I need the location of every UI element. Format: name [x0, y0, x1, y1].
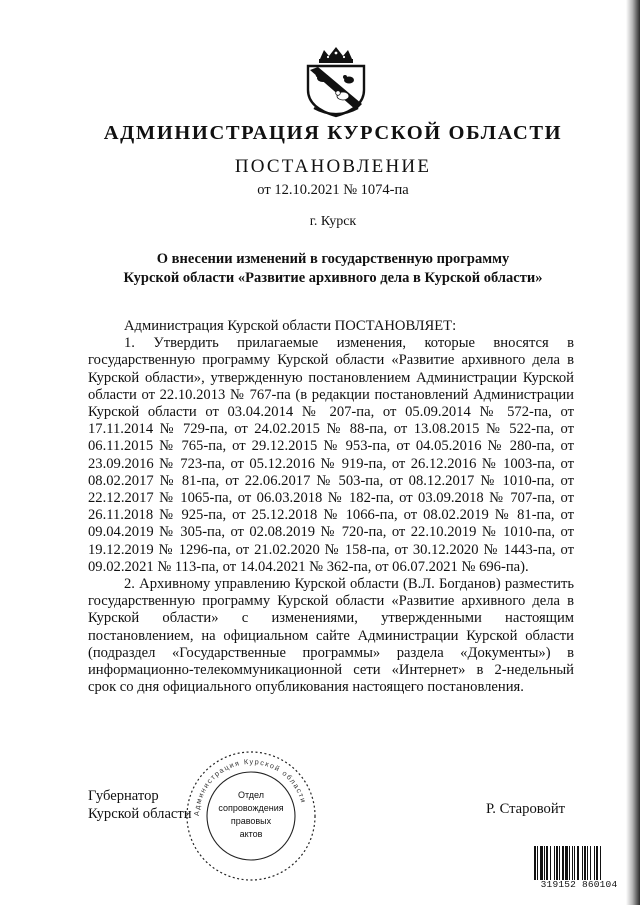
- barcode-bar: [554, 846, 555, 880]
- subject-line-1: О внесении изменений в государственную программу: [156, 251, 510, 267]
- signer-position-line-2: Курской области: [88, 805, 192, 822]
- document-type: ПОСТАНОВЛЕНИЕ: [234, 156, 432, 177]
- barcode-bar: [569, 846, 570, 880]
- barcode-bar: [537, 846, 538, 880]
- barcode-bar: [590, 846, 591, 880]
- barcode-bar: [577, 846, 579, 880]
- barcode-bar: [587, 846, 588, 880]
- barcode-bar: [550, 846, 551, 880]
- barcode-bar: [582, 846, 583, 880]
- stamp-ring-text: Администрация Курской области: [191, 756, 309, 817]
- stamp-line-3: правовых: [230, 816, 272, 826]
- signer-position: [88, 788, 192, 823]
- document-body: [88, 318, 574, 696]
- stamp-line-4: актов: [239, 829, 263, 839]
- barcode-bar: [572, 846, 573, 880]
- document-subject: [86, 250, 580, 288]
- coat-of-arms-emblem: [300, 44, 372, 118]
- barcode-bar: [584, 846, 586, 880]
- barcode-bar: [546, 846, 548, 880]
- body-paragraph-1: 1. Утвердить прилагаемые изменения, которые вносятся в государственную программу Курской области «Развитие архивного дела в Курской области», утвержденную постановлением Администрации Курской области от 22.10.2013 № 767-па (в редакции постановлений Администрации Курской области от 03.04.2014 № 207-па, от 05.09.2014 № 572-па, от 17.11.2014 № 729-па, от 24.02.2015 № 88-па, от 13.08.2015 № 522-па, от 06.11.2015 № 765-па, от 29.12.2015 № 953-па, от 04.05.2016 № 280-па, от 23.09.2016 № 723-па, от 05.12.2016 № 919-па, от 26.12.2016 № 1003-па, от 08.02.2017 № 81-па, от 22.06.2017 № 503-па, от 08.12.2017 № 1010-па, от 22.12.2017 № 1065-па, от 06.03.2018 № 182-па, от 03.09.2018 № 707-па, от 26.11.2018 № 925-па, от 25.12.2018 № 1066-па, от 08.02.2019 № 81-па, от 09.04.2019 № 305-па, от 02.08.2019 № 720-па, от 22.10.2019 № 1010-па, от 19.12.2019 № 1296-па, от 21.02.2020 № 158-па, от 30.12.2020 № 1443-па, от 09.02.2021 № 113-па, от 14.04.2021 № 362-па, от 06.07.2021 № 696-па).: [88, 335, 574, 575]
- barcode-bar: [574, 846, 575, 880]
- body-intro: Администрация Курской области ПОСТАНОВЛЯЕТ:: [124, 318, 457, 334]
- subject-line-2: Курской области «Развитие архивного дела в Курской области»: [123, 270, 543, 286]
- document-city: г. Курск: [309, 214, 357, 229]
- barcode-bar: [600, 846, 601, 880]
- signer-name: Р. Старовойт: [486, 801, 566, 817]
- barcode-bar: [534, 846, 536, 880]
- barcode-bar: [556, 846, 558, 880]
- barcode-number: 319152 860104: [540, 879, 618, 890]
- barcode-bar: [540, 846, 543, 880]
- organization-title: АДМИНИСТРАЦИЯ КУРСКОЙ ОБЛАСТИ: [103, 122, 563, 144]
- official-stamp: [183, 748, 319, 884]
- signer-position-line-1: Губернатор: [88, 788, 159, 804]
- stamp-line-1: Отдел: [237, 790, 265, 800]
- stamp-line-2: сопровождения: [218, 803, 284, 813]
- barcode-bar: [544, 846, 545, 880]
- barcode-bar: [596, 846, 598, 880]
- body-paragraph-2: 2. Архивному управлению Курской области (В.Л. Богданов) разместить государственную программу Курской области «Развитие архивного дела в Курской области» с изменениями, утвержденными настоящим постановлением, на официальном сайте Администрации Курской области (подраздел «Государственные программы» раздела «Документы») в информационно-телекоммуникационной сети «Интернет» в 2-недельный срок со дня официального опубликования настоящего постановления.: [88, 576, 574, 696]
- barcode-graphic: [533, 846, 625, 882]
- barcode-bar: [594, 846, 595, 880]
- barcode-bar: [565, 846, 568, 880]
- document-date-number: от 12.10.2021 № 1074-па: [257, 182, 409, 198]
- barcode-bar: [559, 846, 560, 880]
- barcode-bar: [562, 846, 564, 880]
